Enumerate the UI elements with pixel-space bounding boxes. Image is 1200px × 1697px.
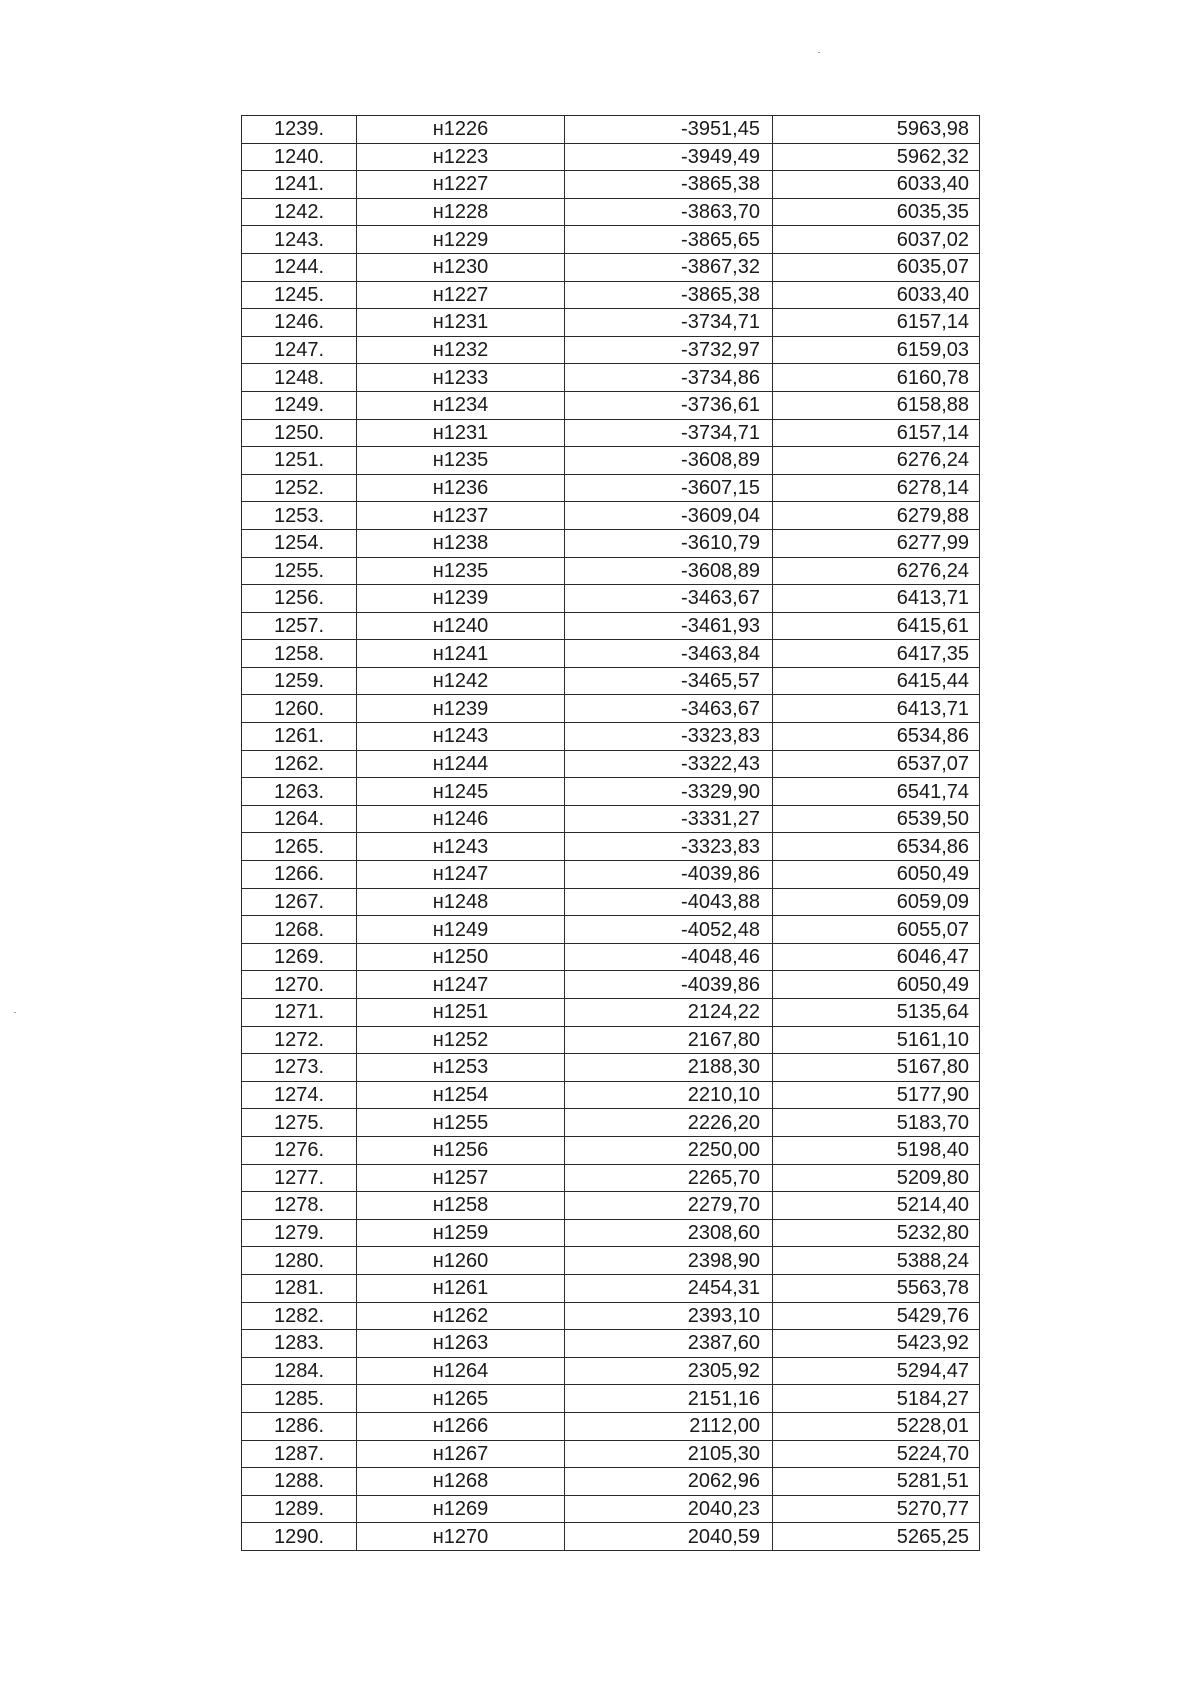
row-number-cell: 1285. — [242, 1385, 357, 1413]
table-row — [242, 419, 980, 447]
table-row — [242, 1136, 980, 1164]
row-number-cell: 1267. — [242, 888, 357, 916]
x-coordinate-cell: -3736,61 — [565, 391, 773, 419]
row-number-cell: 1284. — [242, 1357, 357, 1385]
y-coordinate-cell: 6277,99 — [773, 529, 980, 557]
row-number-cell: 1281. — [242, 1274, 357, 1302]
point-name-cell: н1235 — [357, 557, 565, 585]
point-name-cell: н1240 — [357, 612, 565, 640]
x-coordinate-cell: -3610,79 — [565, 529, 773, 557]
table-row — [242, 1274, 980, 1302]
point-name-cell: н1237 — [357, 502, 565, 530]
row-number-cell: 1255. — [242, 557, 357, 585]
y-coordinate-cell: 6037,02 — [773, 226, 980, 254]
row-number-cell: 1276. — [242, 1136, 357, 1164]
row-number-cell: 1256. — [242, 585, 357, 613]
table-row — [242, 1302, 980, 1330]
x-coordinate-cell: 2279,70 — [565, 1192, 773, 1220]
point-name-cell: н1253 — [357, 1054, 565, 1082]
point-name-cell: н1270 — [357, 1523, 565, 1551]
y-coordinate-cell: 6035,07 — [773, 253, 980, 281]
table-row — [242, 1192, 980, 1220]
point-name-cell: н1251 — [357, 999, 565, 1027]
table-row — [242, 474, 980, 502]
table-row — [242, 723, 980, 751]
table-row — [242, 1523, 980, 1551]
row-number-cell: 1289. — [242, 1495, 357, 1523]
row-number-cell: 1275. — [242, 1109, 357, 1137]
point-name-cell: н1223 — [357, 143, 565, 171]
table-row — [242, 253, 980, 281]
y-coordinate-cell: 6415,61 — [773, 612, 980, 640]
x-coordinate-cell: -3322,43 — [565, 750, 773, 778]
x-coordinate-cell: -3951,45 — [565, 116, 773, 144]
y-coordinate-cell: 5224,70 — [773, 1440, 980, 1468]
table-row — [242, 116, 980, 144]
y-coordinate-cell: 5167,80 — [773, 1054, 980, 1082]
x-coordinate-cell: 2124,22 — [565, 999, 773, 1027]
point-name-cell: н1227 — [357, 281, 565, 309]
row-number-cell: 1282. — [242, 1302, 357, 1330]
table-row — [242, 1219, 980, 1247]
row-number-cell: 1288. — [242, 1468, 357, 1496]
point-name-cell: н1267 — [357, 1440, 565, 1468]
x-coordinate-cell: -3734,71 — [565, 419, 773, 447]
table-row — [242, 1357, 980, 1385]
point-name-cell: н1265 — [357, 1385, 565, 1413]
y-coordinate-cell: 6046,47 — [773, 943, 980, 971]
table-row — [242, 198, 980, 226]
x-coordinate-cell: 2454,31 — [565, 1274, 773, 1302]
x-coordinate-cell: -3734,86 — [565, 364, 773, 392]
point-name-cell: н1245 — [357, 778, 565, 806]
point-name-cell: н1260 — [357, 1247, 565, 1275]
y-coordinate-cell: 5563,78 — [773, 1274, 980, 1302]
y-coordinate-cell: 5265,25 — [773, 1523, 980, 1551]
table-row — [242, 1495, 980, 1523]
point-name-cell: н1243 — [357, 833, 565, 861]
row-number-cell: 1286. — [242, 1412, 357, 1440]
x-coordinate-cell: -3463,84 — [565, 640, 773, 668]
x-coordinate-cell: -3608,89 — [565, 557, 773, 585]
x-coordinate-cell: -3323,83 — [565, 833, 773, 861]
table-row — [242, 1468, 980, 1496]
y-coordinate-cell: 5183,70 — [773, 1109, 980, 1137]
point-name-cell: н1261 — [357, 1274, 565, 1302]
table-row — [242, 1440, 980, 1468]
point-name-cell: н1254 — [357, 1081, 565, 1109]
row-number-cell: 1263. — [242, 778, 357, 806]
point-name-cell: н1248 — [357, 888, 565, 916]
row-number-cell: 1241. — [242, 171, 357, 199]
row-number-cell: 1273. — [242, 1054, 357, 1082]
coordinates-table-body — [242, 116, 980, 1551]
row-number-cell: 1239. — [242, 116, 357, 144]
y-coordinate-cell: 5135,64 — [773, 999, 980, 1027]
y-coordinate-cell: 5198,40 — [773, 1136, 980, 1164]
point-name-cell: н1266 — [357, 1412, 565, 1440]
table-row — [242, 1054, 980, 1082]
table-row — [242, 916, 980, 944]
x-coordinate-cell: -3734,71 — [565, 309, 773, 337]
y-coordinate-cell: 5963,98 — [773, 116, 980, 144]
x-coordinate-cell: -4043,88 — [565, 888, 773, 916]
row-number-cell: 1242. — [242, 198, 357, 226]
y-coordinate-cell: 5294,47 — [773, 1357, 980, 1385]
point-name-cell: н1231 — [357, 309, 565, 337]
table-row — [242, 447, 980, 475]
y-coordinate-cell: 5962,32 — [773, 143, 980, 171]
table-row — [242, 1412, 980, 1440]
x-coordinate-cell: 2387,60 — [565, 1330, 773, 1358]
table-row — [242, 640, 980, 668]
x-coordinate-cell: -4052,48 — [565, 916, 773, 944]
x-coordinate-cell: 2305,92 — [565, 1357, 773, 1385]
x-coordinate-cell: 2210,10 — [565, 1081, 773, 1109]
row-number-cell: 1278. — [242, 1192, 357, 1220]
x-coordinate-cell: -3463,67 — [565, 585, 773, 613]
y-coordinate-cell: 6160,78 — [773, 364, 980, 392]
point-name-cell: н1268 — [357, 1468, 565, 1496]
row-number-cell: 1250. — [242, 419, 357, 447]
point-name-cell: н1233 — [357, 364, 565, 392]
y-coordinate-cell: 6534,86 — [773, 833, 980, 861]
row-number-cell: 1266. — [242, 861, 357, 889]
table-row — [242, 1026, 980, 1054]
row-number-cell: 1259. — [242, 667, 357, 695]
x-coordinate-cell: -3865,65 — [565, 226, 773, 254]
x-coordinate-cell: -4048,46 — [565, 943, 773, 971]
x-coordinate-cell: -3867,32 — [565, 253, 773, 281]
x-coordinate-cell: -3323,83 — [565, 723, 773, 751]
x-coordinate-cell: 2308,60 — [565, 1219, 773, 1247]
x-coordinate-cell: -3863,70 — [565, 198, 773, 226]
point-name-cell: н1238 — [357, 529, 565, 557]
point-name-cell: н1247 — [357, 971, 565, 999]
row-number-cell: 1253. — [242, 502, 357, 530]
y-coordinate-cell: 5177,90 — [773, 1081, 980, 1109]
point-name-cell: н1269 — [357, 1495, 565, 1523]
row-number-cell: 1249. — [242, 391, 357, 419]
table-row — [242, 861, 980, 889]
point-name-cell: н1227 — [357, 171, 565, 199]
y-coordinate-cell: 5209,80 — [773, 1164, 980, 1192]
x-coordinate-cell: -3732,97 — [565, 336, 773, 364]
point-name-cell: н1239 — [357, 695, 565, 723]
point-name-cell: н1239 — [357, 585, 565, 613]
scan-speck — [818, 52, 820, 53]
point-name-cell: н1249 — [357, 916, 565, 944]
table-row — [242, 943, 980, 971]
point-name-cell: н1257 — [357, 1164, 565, 1192]
y-coordinate-cell: 5423,92 — [773, 1330, 980, 1358]
y-coordinate-cell: 6537,07 — [773, 750, 980, 778]
row-number-cell: 1272. — [242, 1026, 357, 1054]
point-name-cell: н1262 — [357, 1302, 565, 1330]
x-coordinate-cell: 2062,96 — [565, 1468, 773, 1496]
y-coordinate-cell: 6050,49 — [773, 971, 980, 999]
scan-speck — [14, 1012, 16, 1013]
row-number-cell: 1269. — [242, 943, 357, 971]
table-row — [242, 1330, 980, 1358]
row-number-cell: 1252. — [242, 474, 357, 502]
x-coordinate-cell: -3331,27 — [565, 805, 773, 833]
x-coordinate-cell: -3608,89 — [565, 447, 773, 475]
y-coordinate-cell: 6158,88 — [773, 391, 980, 419]
table-row — [242, 309, 980, 337]
x-coordinate-cell: -3865,38 — [565, 171, 773, 199]
row-number-cell: 1277. — [242, 1164, 357, 1192]
x-coordinate-cell: -3465,57 — [565, 667, 773, 695]
table-row — [242, 971, 980, 999]
y-coordinate-cell: 6417,35 — [773, 640, 980, 668]
x-coordinate-cell: -3607,15 — [565, 474, 773, 502]
y-coordinate-cell: 5281,51 — [773, 1468, 980, 1496]
y-coordinate-cell: 6415,44 — [773, 667, 980, 695]
y-coordinate-cell: 6035,35 — [773, 198, 980, 226]
y-coordinate-cell: 6534,86 — [773, 723, 980, 751]
point-name-cell: н1229 — [357, 226, 565, 254]
row-number-cell: 1279. — [242, 1219, 357, 1247]
row-number-cell: 1287. — [242, 1440, 357, 1468]
point-name-cell: н1255 — [357, 1109, 565, 1137]
y-coordinate-cell: 5228,01 — [773, 1412, 980, 1440]
table-row — [242, 1385, 980, 1413]
point-name-cell: н1228 — [357, 198, 565, 226]
row-number-cell: 1244. — [242, 253, 357, 281]
table-row — [242, 695, 980, 723]
table-row — [242, 1109, 980, 1137]
y-coordinate-cell: 6279,88 — [773, 502, 980, 530]
table-row — [242, 336, 980, 364]
table-row — [242, 778, 980, 806]
row-number-cell: 1258. — [242, 640, 357, 668]
x-coordinate-cell: -3609,04 — [565, 502, 773, 530]
row-number-cell: 1265. — [242, 833, 357, 861]
point-name-cell: н1246 — [357, 805, 565, 833]
table-row — [242, 281, 980, 309]
y-coordinate-cell: 6033,40 — [773, 281, 980, 309]
y-coordinate-cell: 6541,74 — [773, 778, 980, 806]
y-coordinate-cell: 6276,24 — [773, 447, 980, 475]
point-name-cell: н1241 — [357, 640, 565, 668]
x-coordinate-cell: 2151,16 — [565, 1385, 773, 1413]
x-coordinate-cell: 2250,00 — [565, 1136, 773, 1164]
x-coordinate-cell: -3329,90 — [565, 778, 773, 806]
y-coordinate-cell: 6413,71 — [773, 695, 980, 723]
y-coordinate-cell: 5270,77 — [773, 1495, 980, 1523]
y-coordinate-cell: 5214,40 — [773, 1192, 980, 1220]
point-name-cell: н1230 — [357, 253, 565, 281]
row-number-cell: 1243. — [242, 226, 357, 254]
x-coordinate-cell: -4039,86 — [565, 861, 773, 889]
point-name-cell: н1247 — [357, 861, 565, 889]
row-number-cell: 1260. — [242, 695, 357, 723]
y-coordinate-cell: 6059,09 — [773, 888, 980, 916]
row-number-cell: 1254. — [242, 529, 357, 557]
x-coordinate-cell: 2167,80 — [565, 1026, 773, 1054]
table-row — [242, 750, 980, 778]
point-name-cell: н1244 — [357, 750, 565, 778]
row-number-cell: 1283. — [242, 1330, 357, 1358]
point-name-cell: н1258 — [357, 1192, 565, 1220]
row-number-cell: 1268. — [242, 916, 357, 944]
table-row — [242, 805, 980, 833]
row-number-cell: 1274. — [242, 1081, 357, 1109]
row-number-cell: 1240. — [242, 143, 357, 171]
row-number-cell: 1257. — [242, 612, 357, 640]
table-row — [242, 833, 980, 861]
y-coordinate-cell: 6050,49 — [773, 861, 980, 889]
point-name-cell: н1256 — [357, 1136, 565, 1164]
y-coordinate-cell: 5429,76 — [773, 1302, 980, 1330]
x-coordinate-cell: -3461,93 — [565, 612, 773, 640]
y-coordinate-cell: 5388,24 — [773, 1247, 980, 1275]
x-coordinate-cell: 2188,30 — [565, 1054, 773, 1082]
table-row — [242, 585, 980, 613]
table-row — [242, 226, 980, 254]
row-number-cell: 1290. — [242, 1523, 357, 1551]
x-coordinate-cell: 2226,20 — [565, 1109, 773, 1137]
x-coordinate-cell: -3463,67 — [565, 695, 773, 723]
row-number-cell: 1245. — [242, 281, 357, 309]
point-name-cell: н1234 — [357, 391, 565, 419]
point-name-cell: н1243 — [357, 723, 565, 751]
point-name-cell: н1226 — [357, 116, 565, 144]
y-coordinate-cell: 6159,03 — [773, 336, 980, 364]
point-name-cell: н1264 — [357, 1357, 565, 1385]
point-name-cell: н1232 — [357, 336, 565, 364]
x-coordinate-cell: 2393,10 — [565, 1302, 773, 1330]
y-coordinate-cell: 5161,10 — [773, 1026, 980, 1054]
row-number-cell: 1251. — [242, 447, 357, 475]
table-row — [242, 612, 980, 640]
y-coordinate-cell: 6055,07 — [773, 916, 980, 944]
table-row — [242, 364, 980, 392]
y-coordinate-cell: 6413,71 — [773, 585, 980, 613]
row-number-cell: 1262. — [242, 750, 357, 778]
y-coordinate-cell: 6539,50 — [773, 805, 980, 833]
table-row — [242, 143, 980, 171]
x-coordinate-cell: 2040,23 — [565, 1495, 773, 1523]
x-coordinate-cell: 2398,90 — [565, 1247, 773, 1275]
x-coordinate-cell: 2112,00 — [565, 1412, 773, 1440]
y-coordinate-cell: 6157,14 — [773, 419, 980, 447]
x-coordinate-cell: 2265,70 — [565, 1164, 773, 1192]
table-row — [242, 529, 980, 557]
point-name-cell: н1252 — [357, 1026, 565, 1054]
row-number-cell: 1247. — [242, 336, 357, 364]
table-row — [242, 1164, 980, 1192]
row-number-cell: 1280. — [242, 1247, 357, 1275]
point-name-cell: н1236 — [357, 474, 565, 502]
row-number-cell: 1264. — [242, 805, 357, 833]
point-name-cell: н1242 — [357, 667, 565, 695]
y-coordinate-cell: 5184,27 — [773, 1385, 980, 1413]
point-name-cell: н1250 — [357, 943, 565, 971]
row-number-cell: 1271. — [242, 999, 357, 1027]
x-coordinate-cell: 2040,59 — [565, 1523, 773, 1551]
point-name-cell: н1231 — [357, 419, 565, 447]
table-row — [242, 888, 980, 916]
y-coordinate-cell: 5232,80 — [773, 1219, 980, 1247]
table-row — [242, 667, 980, 695]
table-row — [242, 1247, 980, 1275]
x-coordinate-cell: -4039,86 — [565, 971, 773, 999]
point-name-cell: н1263 — [357, 1330, 565, 1358]
table-row — [242, 1081, 980, 1109]
point-name-cell: н1235 — [357, 447, 565, 475]
row-number-cell: 1246. — [242, 309, 357, 337]
row-number-cell: 1248. — [242, 364, 357, 392]
coordinates-table — [241, 115, 980, 1551]
table-row — [242, 391, 980, 419]
x-coordinate-cell: -3949,49 — [565, 143, 773, 171]
y-coordinate-cell: 6276,24 — [773, 557, 980, 585]
point-name-cell: н1259 — [357, 1219, 565, 1247]
y-coordinate-cell: 6278,14 — [773, 474, 980, 502]
table-row — [242, 502, 980, 530]
table-row — [242, 557, 980, 585]
y-coordinate-cell: 6157,14 — [773, 309, 980, 337]
x-coordinate-cell: -3865,38 — [565, 281, 773, 309]
table-row — [242, 999, 980, 1027]
table-row — [242, 171, 980, 199]
row-number-cell: 1270. — [242, 971, 357, 999]
row-number-cell: 1261. — [242, 723, 357, 751]
x-coordinate-cell: 2105,30 — [565, 1440, 773, 1468]
y-coordinate-cell: 6033,40 — [773, 171, 980, 199]
